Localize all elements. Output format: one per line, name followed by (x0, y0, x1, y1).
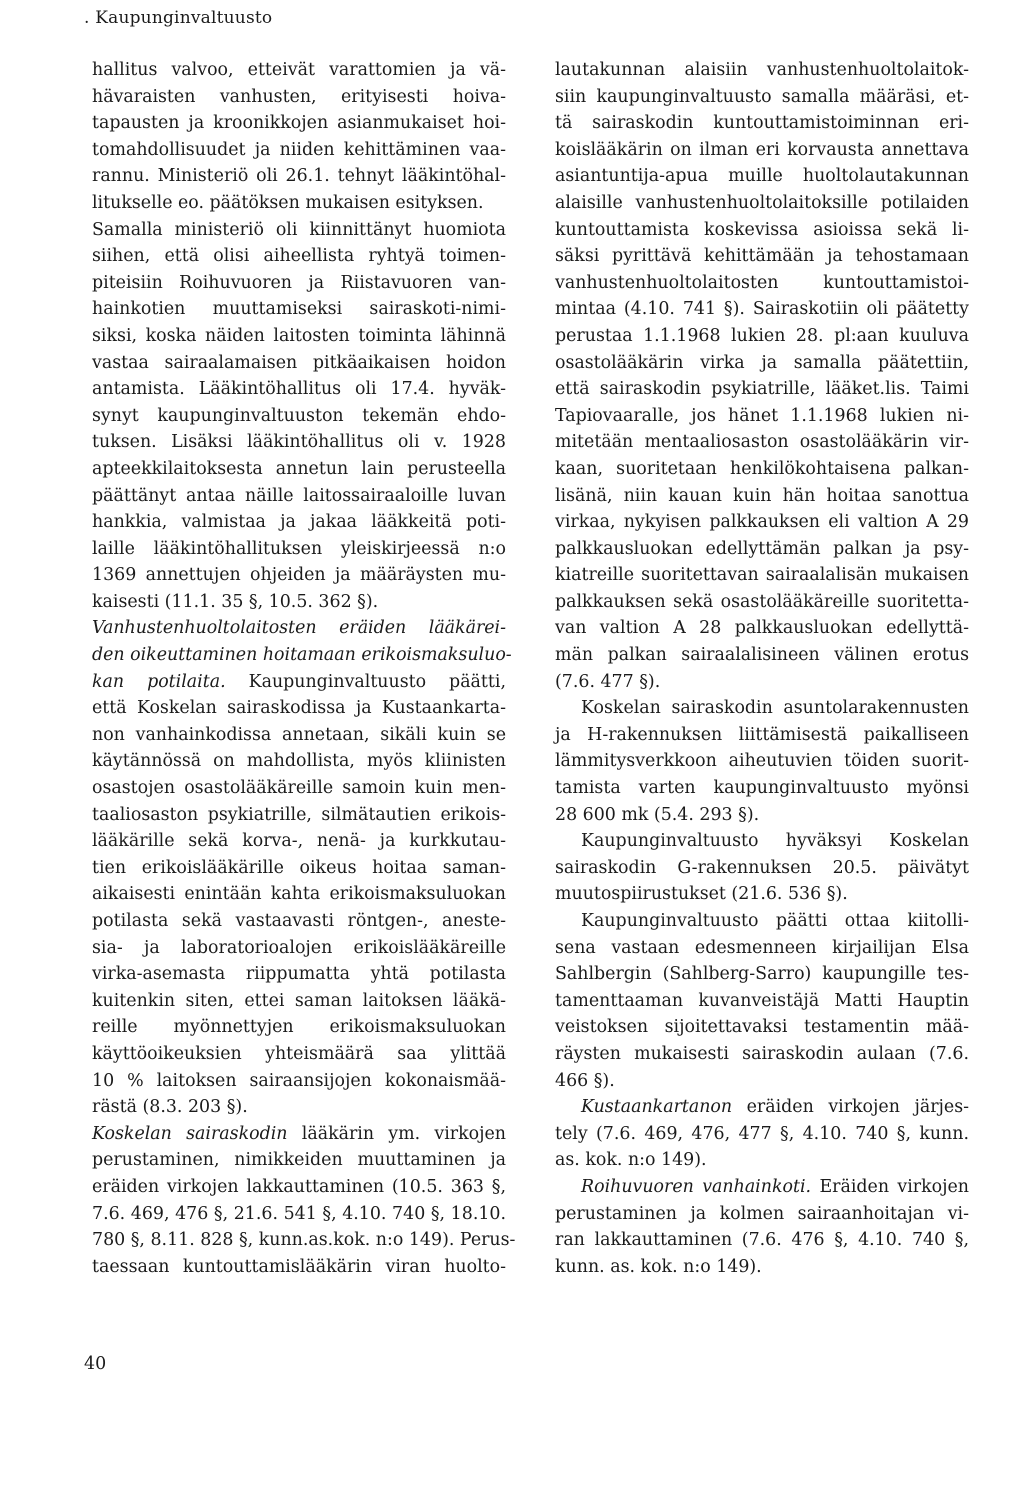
right-column (555, 57, 969, 1280)
text-line: taaliosaston psykiatrille, silmätautien erikois- (92, 804, 506, 825)
text-line: osastojen osastolääkäreille samoin kuin men- (92, 778, 506, 799)
text-line: hallitus valvoo, etteivät varattomien ja vä- (92, 60, 506, 80)
text-line: as. kok. n:o 149). (555, 1150, 707, 1171)
section-heading: den oikeuttaminen hoitamaan erikoismaksuluo- (92, 645, 512, 666)
text-line: kunn. as. kok. n:o 149). (555, 1256, 762, 1277)
text-line: perustaa 1.1.1968 lukien 28. pl:aan kuuluva (555, 325, 969, 346)
text-line: päättänyt antaa näille laitossairaaloille luvan (92, 485, 506, 506)
text-line: lisänä, niin kauan kuin hän hoitaa sanottua (555, 485, 969, 506)
text-line: vanhustenhuoltolaitosten kuntouttamistoi- (555, 272, 969, 293)
text-line: säksi pyrittävä kehittämään ja tehostamaan (555, 246, 969, 267)
text-line: asiantuntija-apua muille huoltolautakunnan (555, 166, 969, 187)
text-line: että Koskelan sairaskodissa ja Kustaankarta- (92, 698, 506, 719)
text-line: tely (7.6. 469, 476, 477 §, 4.10. 740 §, kunn. (555, 1123, 969, 1144)
text-line: 7.6. 469, 476 §, 21.6. 541 §, 4.10. 740 §, 18.10. (92, 1203, 506, 1224)
text-line: lämmitysverkkoon aiheutuvien töiden suorit- (555, 751, 969, 772)
text-line: räysten mukaisesti sairaskodin aulaan (7.6. (555, 1043, 969, 1064)
text-line: (7.6. 477 §). (555, 671, 661, 692)
text-line: mitetään mentaaliosaston osastolääkärin vir- (555, 432, 969, 453)
text-line: käytännössä on mahdollista, myös kliinisten (92, 751, 506, 772)
text-line: tamista varten kaupunginvaltuusto myönsi (555, 778, 969, 799)
text-line: alaisille vanhustenhuoltolaitoksille potilaiden (555, 192, 969, 213)
text-line: 28 600 mk (5.4. 293 §). (555, 804, 760, 825)
text-line: Koskelan sairaskodin asuntolarakennusten (581, 698, 969, 719)
text-line: Samalla ministeriö oli kiinnittänyt huomiota (92, 219, 506, 240)
text-line: sena vastaan edesmenneen kirjailijan Elsa (555, 937, 969, 958)
text-line: rästä (8.3. 203 §). (92, 1097, 248, 1118)
text-line: hainkotien muuttamiseksi sairaskoti-nimi- (92, 299, 506, 320)
text-line: lääkärille sekä korva-, nenä- ja kurkkutau- (92, 831, 506, 852)
text-line: 10 % laitoksen sairaansijojen kokonaismää- (92, 1070, 506, 1091)
text-line: kuitenkin siten, ettei saman laitoksen lääkä- (92, 990, 506, 1011)
text-line: 780 §, 8.11. 828 §, kunn.as.kok. n:o 149). Perus- (92, 1230, 516, 1251)
text-line: perustaminen ja kolmen sairaanhoitajan vi- (555, 1203, 969, 1224)
text-line: tamenttaaman kuvanveistäjä Matti Hauptin (555, 990, 969, 1011)
text-line (555, 1174, 969, 1201)
text-line: apteekkilaitoksesta annetun lain perusteella (92, 458, 506, 479)
text-line (92, 1121, 506, 1148)
section-heading: Kustaankartanon (581, 1097, 733, 1118)
text-line: litukselle eo. päätöksen mukaisen esityksen. (92, 192, 484, 213)
text-line: taessaan kuntouttamislääkärin viran huolto- (92, 1256, 506, 1277)
text-line: muutospiirustukset (21.6. 536 §). (555, 884, 848, 905)
text-line: vastaa sairaalamaisen pitkäaikaisen hoidon (92, 352, 506, 373)
text-line: tien erikoislääkärille oikeus hoitaa saman- (92, 857, 506, 878)
text-line: virka-asemasta riippumatta yhtä potilasta (92, 964, 506, 985)
text-line-part: lääkärin ym. virkojen (301, 1123, 506, 1144)
text-line: kaisesti (11.1. 35 §, 10.5. 362 §). (92, 591, 379, 612)
left-column (92, 57, 516, 1280)
text-line: ja H-rakennuksen liittämisestä paikalliseen (555, 724, 969, 745)
text-line: kaan, suoritetaan henkilökohtaisena palkan- (555, 458, 969, 479)
section-heading: Vanhustenhuoltolaitosten eräiden lääkärei- (92, 618, 506, 639)
text-line: sia- ja laboratorioalojen erikoislääkäreille (92, 937, 506, 958)
text-line: lautakunnan alaisiin vanhustenhuoltolaitok- (555, 60, 969, 80)
text-line: osastolääkärin virka ja samalla päätettiin, (555, 352, 969, 373)
text-line: laille lääkintöhallituksen yleiskirjeessä n:o (92, 538, 506, 559)
text-line: koislääkärin on ilman eri korvausta annettava (555, 139, 969, 160)
text-line: synyt kaupunginvaltuuston tekemän ehdo- (92, 405, 506, 426)
text-line: reille myönnettyjen erikoismaksuluokan (92, 1017, 506, 1038)
text-line: Kaupunginvaltuusto päätti ottaa kiitolli- (581, 911, 969, 931)
text-line: 1369 annettujen ohjeiden ja määräysten mu- (92, 565, 506, 586)
text-line: hankkia, valmistaa ja jakaa lääkkeitä poti- (92, 512, 506, 533)
text-line: aikaisesti enintään kahta erikoismaksuluokan (92, 884, 506, 905)
text-line: piteisiin Roihuvuoren ja Riistavuoren van- (92, 272, 506, 293)
text-line: tomahdollisuudet ja niiden kehittäminen vaa- (92, 139, 506, 160)
text-line: tuksen. Lisäksi lääkintöhallitus oli v. 1928 (92, 432, 506, 453)
text-line: siihen, että olisi aiheellista ryhtyä toimen- (92, 246, 506, 267)
text-line: antamista. Lääkintöhallitus oli 17.4. hyväk- (92, 379, 506, 400)
text-line-part: Kaupunginvaltuusto päätti, (248, 671, 506, 692)
section-heading: Roihuvuoren vanhainkoti. (581, 1176, 812, 1197)
page-number: 40 (84, 1354, 107, 1374)
text-line: Kaupunginvaltuusto hyväksyi Koskelan (581, 831, 969, 852)
text-line: siksi, koska näiden laitosten toiminta lähinnä (92, 325, 506, 346)
running-header: . Kaupunginvaltuusto (84, 8, 273, 28)
text-line: palkkauksen sekä osastolääkäreille suoritetta- (555, 591, 969, 612)
text-line: palkkausluokan edellyttämän palkan ja psy- (555, 538, 969, 559)
text-line: hävaraisten vanhusten, erityisesti hoiva- (92, 86, 506, 107)
text-line: veistoksen sijoitettavaksi testamentin mää- (555, 1017, 969, 1038)
text-line: käyttöoikeuksien yhteismäärä saa ylittää (92, 1043, 506, 1064)
text-line: kiatreille suoritettavan sairaalalisän mukaisen (555, 565, 969, 586)
text-line: 466 §). (555, 1070, 615, 1091)
text-line: eräiden virkojen lakkauttaminen (10.5. 363 §, (92, 1176, 506, 1197)
text-line: van valtion A 28 palkkausluokan edellyttä- (555, 618, 969, 639)
text-line: män palkan sairaalalisineen välinen erotus (555, 645, 969, 666)
text-line: tä sairaskodin kuntouttamistoiminnan eri- (555, 113, 969, 134)
text-line-part: Eräiden virkojen (819, 1176, 970, 1197)
text-line: kuntouttamista koskevissa asioissa sekä li- (555, 219, 969, 240)
text-line: virkaa, nykyisen palkkauksen eli valtion A 29 (555, 512, 969, 533)
text-line: potilasta sekä vastaavasti röntgen-, aneste- (92, 911, 506, 931)
text-line: non vanhainkodissa annetaan, sikäli kuin se (92, 724, 506, 745)
text-line (92, 669, 506, 696)
text-line: siin kaupunginvaltuusto samalla määräsi, et- (555, 86, 969, 107)
text-line: ran lakkauttaminen (7.6. 476 §, 4.10. 740 §, (555, 1230, 969, 1251)
text-line: Tapiovaaralle, jos hänet 1.1.1968 lukien ni- (555, 405, 969, 426)
text-line: sairaskodin G-rakennuksen 20.5. päivätyt (555, 857, 969, 878)
text-line (555, 1094, 969, 1121)
text-line: Sahlbergin (Sahlberg-Sarro) kaupungille tes- (555, 964, 969, 985)
section-heading: Koskelan sairaskodin (92, 1123, 288, 1144)
text-line: mintaa (4.10. 741 §). Sairaskotiin oli päätetty (555, 299, 969, 320)
text-line: rannu. Ministeriö oli 26.1. tehnyt lääkintöhal- (92, 166, 506, 187)
text-line-part: eräiden virkojen järjes- (746, 1097, 969, 1118)
text-line: perustaminen, nimikkeiden muuttaminen ja (92, 1150, 506, 1171)
text-line: että sairaskodin psykiatrille, lääket.lis. Taimi (555, 379, 969, 400)
section-heading: kan potilaita. (92, 671, 226, 692)
text-line: tapausten ja kroonikkojen asianmukaiset hoi- (92, 113, 506, 134)
